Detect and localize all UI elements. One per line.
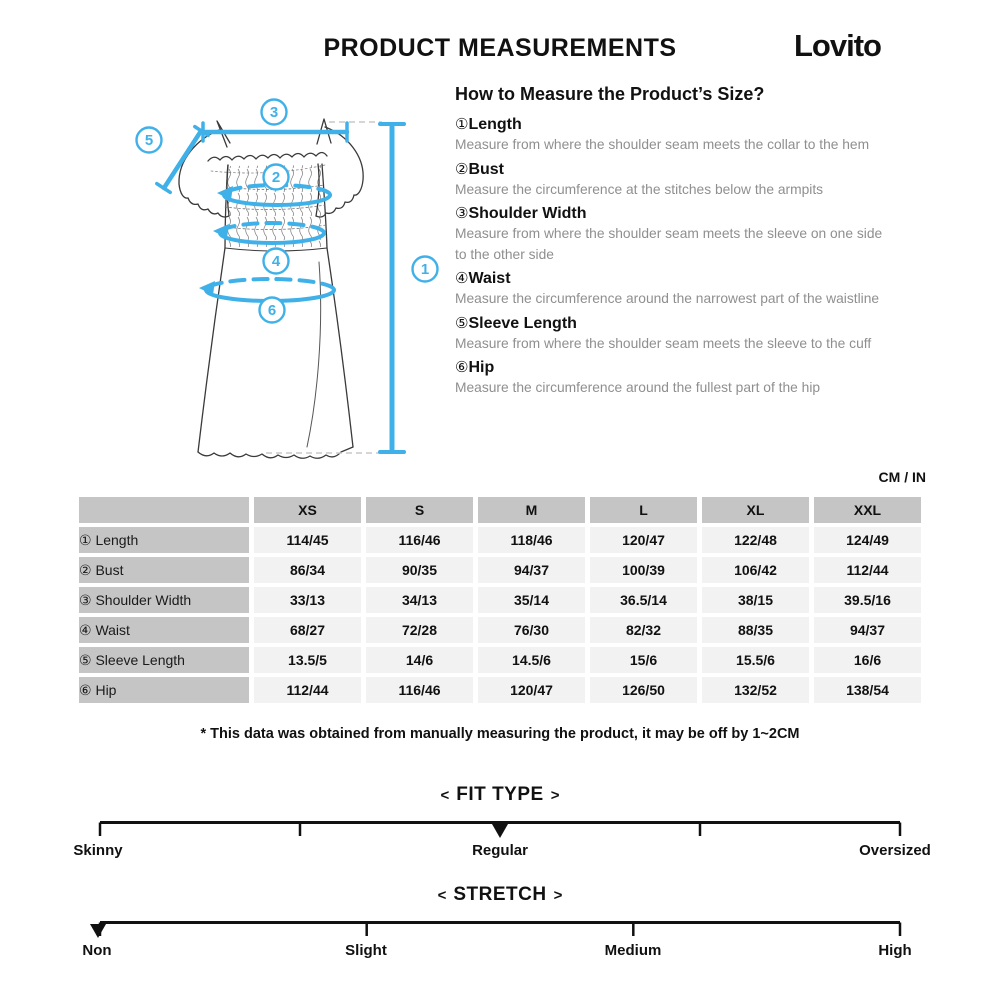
row-label: ① Length	[79, 527, 249, 553]
units-label: CM / IN	[878, 469, 926, 485]
stretch-marker	[90, 924, 106, 938]
value-cell: 33/13	[254, 587, 361, 613]
fit-type-labels	[0, 842, 1000, 860]
size-header-row	[79, 497, 921, 523]
stretch-label-medium: Medium	[604, 942, 662, 959]
how-to-item-hip	[455, 357, 885, 399]
value-cell: 68/27	[254, 617, 361, 643]
value-cell: 38/15	[702, 587, 809, 613]
item-desc: Measure the circumference around the fullest part of the hip	[455, 380, 821, 395]
value-cell: 88/35	[702, 617, 809, 643]
value-cell: 116/46	[366, 677, 473, 703]
value-cell: 120/47	[590, 527, 697, 553]
value-cell: 15/6	[590, 647, 697, 673]
value-cell: 72/28	[366, 617, 473, 643]
item-number: ⑤	[455, 314, 469, 332]
value-cell: 36.5/14	[590, 587, 697, 613]
item-number: ⑥	[455, 359, 469, 376]
row-label: ⑤ Sleeve Length	[79, 647, 249, 673]
sleeve-length-line	[157, 127, 208, 193]
fit-label-regular: Regular	[472, 842, 528, 859]
table-row-length	[79, 527, 921, 553]
value-cell: 13.5/5	[254, 647, 361, 673]
item-number: ④	[455, 270, 469, 287]
svg-text:4: 4	[271, 253, 281, 270]
value-cell: 90/35	[366, 557, 473, 583]
value-cell: 118/46	[478, 527, 585, 553]
value-cell: 39.5/16	[814, 587, 921, 613]
callout-5	[137, 128, 162, 153]
value-cell: 94/37	[814, 617, 921, 643]
value-cell: 76/30	[478, 617, 585, 643]
stretch-labels	[0, 942, 1000, 960]
item-name: Hip	[468, 359, 495, 376]
stretch-label-high: High	[878, 942, 912, 959]
callout-2	[264, 165, 289, 190]
table-footnote: * This data was obtained from manually measuring the product, it may be off by 1~2CM	[200, 726, 800, 742]
value-cell: 122/48	[702, 527, 809, 553]
item-name: Sleeve Length	[468, 314, 577, 332]
table-row-shoulder-width	[79, 587, 921, 613]
table-row-sleeve-length	[79, 647, 921, 673]
item-desc: Measure from where the shoulder seam meets the sleeve on one side to the other side	[455, 226, 883, 262]
left-chevron-icon: <	[437, 886, 447, 904]
stretch-label-slight: Slight	[345, 942, 387, 959]
value-cell: 16/6	[814, 647, 921, 673]
fit-label-oversized: Oversized	[859, 842, 931, 859]
item-desc: Measure from where the shoulder seam meets the sleeve to the cuff	[455, 335, 872, 351]
value-cell: 106/42	[702, 557, 809, 583]
how-to-heading: How to Measure the Product’s Size?	[455, 84, 765, 104]
svg-text:6: 6	[267, 302, 277, 319]
fit-type-title: < FIT TYPE >	[440, 784, 560, 805]
right-chevron-icon: >	[553, 886, 563, 904]
row-label: ⑥ Hip	[79, 677, 249, 703]
how-to-measure-section	[455, 84, 885, 399]
item-desc: Measure the circumference around the narrowest part of the waistline	[455, 291, 880, 306]
table-row-hip	[79, 677, 921, 703]
page-title: PRODUCT MEASUREMENTS	[323, 34, 677, 62]
item-number: ②	[455, 160, 469, 178]
value-cell: 14/6	[366, 647, 473, 673]
size-table	[74, 493, 926, 707]
how-to-item-waist	[455, 268, 885, 310]
value-cell: 124/49	[814, 527, 921, 553]
how-to-item-shoulder-width	[455, 203, 885, 265]
value-cell: 126/50	[590, 677, 697, 703]
value-cell: 15.5/6	[702, 647, 809, 673]
right-chevron-icon: >	[550, 786, 560, 804]
item-desc: Measure from where the shoulder seam meets the collar to the hem	[455, 137, 870, 152]
value-cell: 82/32	[590, 617, 697, 643]
value-cell: 35/14	[478, 587, 585, 613]
value-cell: 116/46	[366, 527, 473, 553]
value-cell: 100/39	[590, 557, 697, 583]
size-col-header: XXL	[814, 497, 921, 523]
how-to-item-sleeve-length	[455, 313, 885, 355]
how-to-item-bust	[455, 159, 885, 201]
size-col-header: S	[366, 497, 473, 523]
item-name: Bust	[468, 160, 505, 178]
row-label: ④ Waist	[79, 617, 249, 643]
dress-measurement-diagram	[95, 88, 455, 488]
value-cell: 86/34	[254, 557, 361, 583]
row-label: ② Bust	[79, 557, 249, 583]
value-cell: 114/45	[254, 527, 361, 553]
item-number: ③	[455, 205, 469, 222]
size-col-header: L	[590, 497, 697, 523]
callout-3	[262, 100, 287, 125]
size-col-header: XL	[702, 497, 809, 523]
callout-1	[413, 257, 438, 282]
item-desc: Measure the circumference at the stitches below the armpits	[455, 181, 824, 197]
stretch-scale	[0, 920, 1000, 940]
value-cell: 94/37	[478, 557, 585, 583]
value-cell: 34/13	[366, 587, 473, 613]
length-line	[380, 124, 404, 452]
table-row-bust	[79, 557, 921, 583]
item-number: ①	[455, 116, 469, 133]
left-chevron-icon: <	[440, 786, 450, 804]
fit-type-marker	[492, 824, 508, 838]
stretch-label-non: Non	[82, 942, 112, 959]
svg-text:2: 2	[271, 169, 281, 186]
row-label: ③ Shoulder Width	[79, 587, 249, 613]
item-name: Waist	[468, 270, 511, 287]
brand-logo: Lovito	[794, 28, 881, 63]
item-name: Length	[468, 116, 522, 133]
corner-cell	[79, 497, 249, 523]
value-cell: 132/52	[702, 677, 809, 703]
item-name: Shoulder Width	[468, 205, 587, 222]
table-row-waist	[79, 617, 921, 643]
value-cell: 112/44	[254, 677, 361, 703]
svg-text:3: 3	[269, 104, 279, 121]
value-cell: 14.5/6	[478, 647, 585, 673]
fit-type-scale	[0, 820, 1000, 840]
stretch-title: < STRETCH >	[437, 884, 563, 905]
fit-label-skinny: Skinny	[73, 842, 123, 859]
svg-text:5: 5	[144, 132, 154, 149]
how-to-item-length	[455, 114, 885, 156]
svg-text:1: 1	[420, 261, 430, 278]
size-col-header: M	[478, 497, 585, 523]
value-cell: 120/47	[478, 677, 585, 703]
size-col-header: XS	[254, 497, 361, 523]
callout-6	[260, 298, 285, 323]
value-cell: 138/54	[814, 677, 921, 703]
callout-4	[264, 249, 289, 274]
value-cell: 112/44	[814, 557, 921, 583]
